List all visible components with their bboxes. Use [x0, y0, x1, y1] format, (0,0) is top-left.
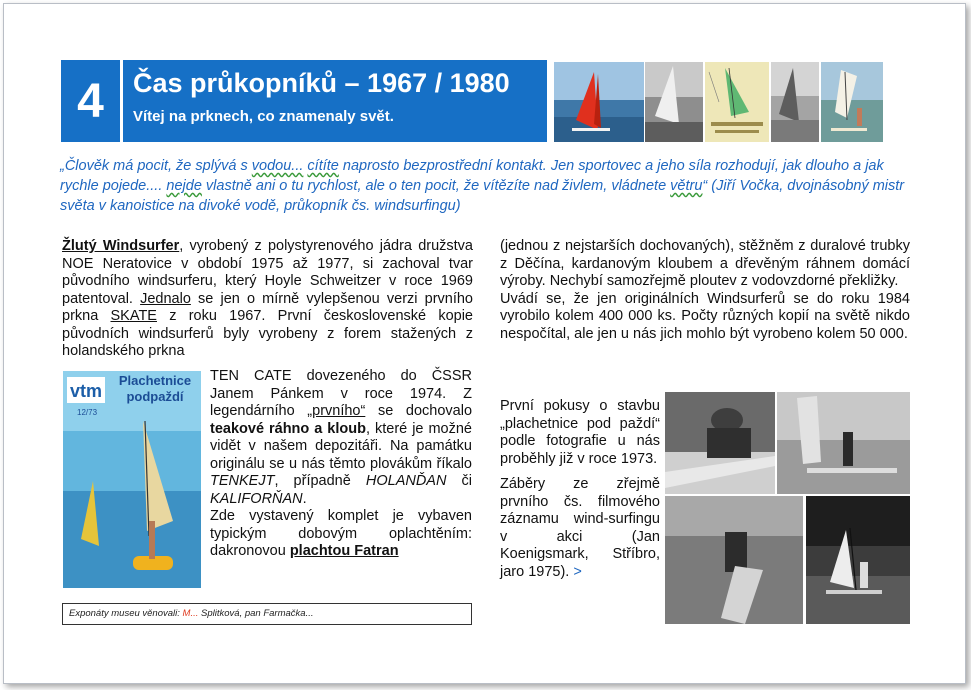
right-lower-paragraphs [500, 398, 660, 581]
text-run: Jednalo [140, 290, 191, 307]
italic-term: HOLANĎAN [365, 473, 447, 489]
text-run: Zde vystavený komplet je vybaven typickým dobovým oplachtěním: dakronovou [210, 508, 472, 559]
credit-prefix: Exponáty museu věnovali: [69, 608, 183, 619]
photo-workshop [665, 392, 775, 494]
text-run: TEN CATE dovezeného do ČSSR Janem Pánkem v roce 1974. Z legendárního [210, 368, 472, 419]
photo-standing-board [777, 392, 910, 494]
right-paragraphs [500, 238, 910, 343]
paragraph: Uvádí se, že jen originálních Windsurferů se do roku 1984 vyrobilo kolem 400 000 ks. Počty různých kopií na světě nikdo nespočítal, ale jen u nás jich mohlo být vyrobeno kolem 50 000. [500, 290, 910, 342]
cover-title-1: Plachetnice [118, 373, 192, 388]
photo-bw-sail [645, 62, 703, 142]
chapter-number: 4 [61, 60, 120, 142]
page-title: Čas průkopníků – 1967 / 1980 [133, 68, 510, 98]
photo-blueprint [705, 62, 769, 142]
paragraph [500, 476, 660, 581]
lead-term: Žlutý Windsurfer [62, 238, 180, 254]
more-arrow-icon[interactable]: > [573, 563, 582, 580]
quote-word: větru [670, 178, 703, 194]
text-run: , které je možné vidět v našem depozitáři. Na památku originálu se u nás těmto plovákům říkalo [210, 420, 472, 472]
quote-text: naprosto bezprostřední kontakt. Jen sportovec a jeho síla rozhodují, jak dlouho a jak rychle pojede.... [60, 158, 884, 194]
bold-term: teakové ráhno a kloub [210, 420, 366, 437]
cover-title-2: podpaždí [126, 389, 184, 404]
photo-red-sail [554, 62, 644, 142]
text-run: či [446, 473, 472, 489]
text-run: . [302, 490, 307, 507]
photo-grey-sail [771, 62, 819, 142]
italic-term: TENKEJT [210, 473, 275, 489]
photo-color-sail [821, 62, 883, 142]
cover-logo: vtm [69, 381, 103, 401]
text-run: se jen o mírně vylepšenou verzi prvního prkna [62, 290, 473, 324]
quote-word: vodou... [251, 158, 304, 174]
title-banner [123, 60, 547, 142]
credit-suffix: Splitková, pan Farmačka... [198, 608, 314, 619]
text-run: z roku 1967. První československé kopie původních windsurferů byly vyrobeny z forem stažených z holandského prkna [62, 308, 473, 359]
text-run: , vyrobený z polystyrenového jádra družstva NOE Neratovice v období 1975 až 1977, si zachoval tvar původního windsurferu, který Hoyle Schweitzer v roce 1969 patentoval. [62, 238, 473, 307]
magazine-cover-image [63, 371, 201, 588]
text-run: se dochovalo [365, 403, 473, 419]
italic-term: KALIFORŇAN [210, 490, 303, 507]
bold-term: plachtou Fatran [289, 543, 399, 559]
text-run: SKATE [110, 308, 157, 324]
credit-box [62, 603, 472, 625]
credit-highlight: M... [182, 608, 199, 619]
quote-word: cítíte [307, 158, 339, 174]
photo-carrying-board [665, 496, 803, 624]
paragraph: (jednou z nejstarších dochovaných), stěžněm z duralové trubky z Děčína, kardanovým kloubem a dřevěným ráhnem domácí výroby. Nechybí samozřejmě ploutev z vodovzdorné překližky. [500, 238, 910, 289]
page-subtitle: Vítej na prknech, co znamenaly svět. [133, 108, 394, 125]
quote-word: nejde [166, 178, 202, 194]
quote-text: “ (Jiří Vočka, dvojnásobný mistr světa v kanoistice na divoké vodě, průkopník čs. windsurfingu) [60, 178, 905, 214]
quote-paragraph [60, 156, 910, 216]
quote-text: vlastně ani o tu rychlost, ale o ten pocit, že vítězíte nad živlem, vládnete [201, 178, 671, 194]
wrap-paragraph [210, 368, 472, 561]
quote-text: „Člověk má pocit, že splývá s [60, 158, 252, 174]
text-run: „prvního“ [307, 403, 366, 419]
text-run: , případně [274, 473, 366, 489]
text-run: Záběry ze zřejmě prvního čs. filmového záznamu wind-surfingu v akci (Jan Koenigsmark, Stříbro, jaro 1975). [500, 476, 660, 580]
paragraph: První pokusy o stavbu „plachetnice pod paždí“ podle fotografie u nás proběhly již v roce 1973. [500, 398, 660, 467]
photo-sailing [806, 496, 910, 624]
left-paragraph [62, 238, 473, 361]
cover-issue: 12/73 [77, 408, 98, 417]
